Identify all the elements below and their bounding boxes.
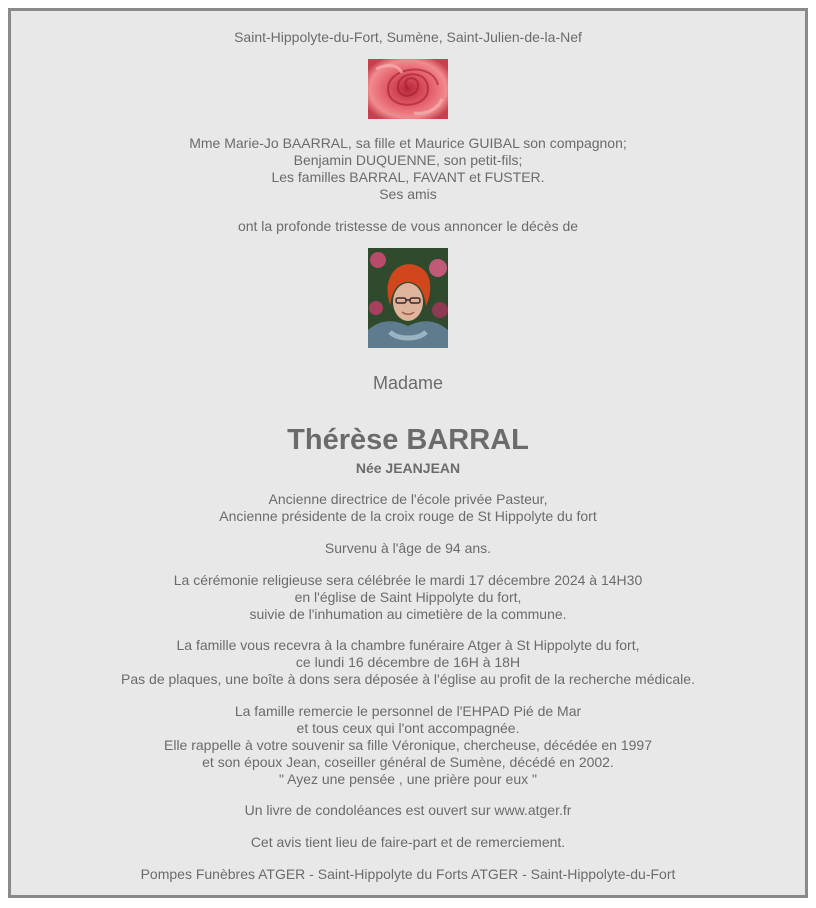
title: Madame [372,373,444,393]
thanks-line: et tous ceux qui l'ont accompagnée. [296,720,520,736]
visitation-line: ce lundi 16 décembre de 16H à 18H [295,654,521,670]
visitation-line: Pas de plaques, une boîte à dons sera déposée à l'église au profit de la recherche médicale. [121,671,695,687]
deceased-name: Thérèse BARRAL [287,424,529,456]
rose-image [368,59,448,119]
ceremony-line: en l'église de Saint Hippolyte du fort, [294,589,522,605]
roles [11,491,805,525]
announcement: ont la profonde tristesse de vous annoncer le décès de [237,218,579,234]
role-line: Ancienne présidente de la croix rouge de St Hippolyte du fort [219,508,597,524]
age: Survenu à l'âge de 94 ans. [324,540,492,556]
thanks-line: " Ayez une pensée , une prière pour eux " [279,771,537,787]
family-line: Mme Marie-Jo BAARRAL, sa fille et Maurice GUIBAL son compagnon; [189,135,627,151]
thanks-line: La famille remercie le personnel de l'EHPAD Pié de Mar [234,703,582,719]
ceremony [11,572,805,623]
role-line: Ancienne directrice de l'école privée Pasteur, [268,491,548,507]
thanks-line: Elle rappelle à votre souvenir sa fille Véronique, chercheuse, décédée en 1997 [164,737,652,753]
visitation [11,637,805,688]
visitation-line: La famille vous recevra à la chambre funéraire Atger à St Hippolyte du fort, [176,637,640,653]
notice: Cet avis tient lieu de faire-part et de remerciement. [250,834,566,850]
ceremony-line: suivie de l'inhumation au cimetière de la commune. [249,606,567,622]
thanks-line: et son époux Jean, coseiller général de Sumène, décédé en 2002. [202,754,614,770]
thanks [11,703,805,788]
family-line: Les familles BARRAL, FAVANT et FUSTER. [271,169,545,185]
obituary-card [8,8,808,898]
locations: Saint-Hippolyte-du-Fort, Sumène, Saint-Julien-de-la-Nef [234,29,582,45]
ceremony-line: La cérémonie religieuse sera célébrée le mardi 17 décembre 2024 à 14H30 [173,572,643,588]
family-list [11,135,805,203]
funeral-home: Pompes Funèbres ATGER - Saint-Hippolyte du Forts ATGER - Saint-Hippolyte-du-Fort [140,866,676,882]
maiden-name: Née JEANJEAN [355,460,461,476]
family-line: Benjamin DUQUENNE, son petit-fils; [293,152,523,168]
condolences: Un livre de condoléances est ouvert sur www.atger.fr [244,802,572,818]
portrait-image [368,248,448,348]
family-line: Ses amis [379,186,437,202]
